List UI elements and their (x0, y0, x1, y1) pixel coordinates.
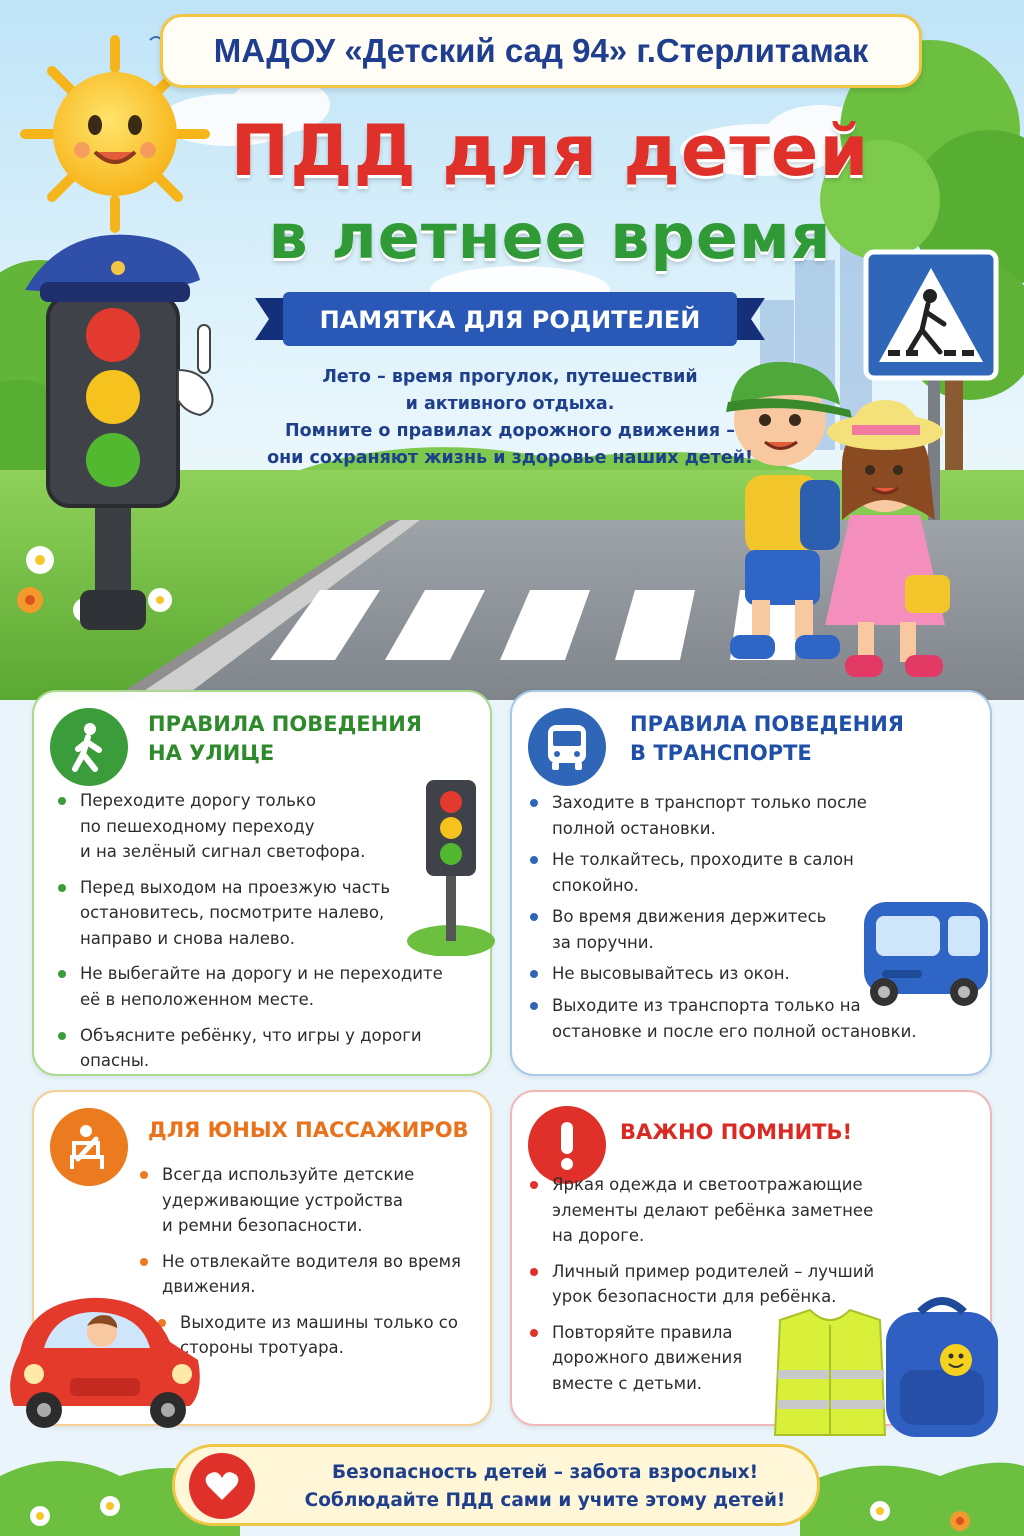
intro-line: и активного отдыха. (405, 394, 615, 415)
list-item: Всегда используйте детские удерживающие устройства и ремни безопасности. (136, 1162, 486, 1239)
card-transport-rules (510, 690, 992, 1076)
card-street-title: ПРАВИЛА ПОВЕДЕНИЯ НА УЛИЦЕ (148, 712, 422, 766)
subtitle-text: ПАМЯТКА ДЛЯ РОДИТЕЛЕЙ (319, 306, 701, 334)
list-item: Перед выходом на проезжую часть остановитесь, посмотрите налево, направо и снова налево. (54, 875, 474, 952)
vest-backpack-illustration (770, 1290, 1010, 1440)
intro-text (240, 364, 780, 473)
car-illustration (0, 1282, 206, 1432)
bus-illustration (858, 892, 992, 1014)
list-item: Не высовывайтесь из окон. (526, 961, 986, 987)
street-scene (0, 0, 1024, 700)
intro-line: Помните о правилах дорожного движения – (285, 421, 735, 442)
bus-icon (528, 708, 606, 786)
card-street-rules (32, 690, 492, 1076)
list-item: Объясните ребёнку, что игры у дороги опасны. (54, 1023, 474, 1074)
list-item: Не отвлекайте водителя во время движения. (136, 1249, 486, 1300)
list-item: Личный пример родителей – лучший урок безопасности для ребёнка. (526, 1259, 926, 1310)
pedestrian-icon (50, 708, 128, 786)
intro-line: они сохраняют жизнь и здоровье наших детей! (267, 448, 753, 469)
intro-line: Лето – время прогулок, путешествий (322, 367, 698, 387)
list-item: Выходите из транспорта только на остановке и после его полной остановки. (526, 993, 986, 1044)
header-banner (160, 14, 922, 88)
list-item: Выходите из машины только со стороны тротуара. (154, 1310, 486, 1361)
card-passengers-title: ДЛЯ ЮНЫХ ПАССАЖИРОВ (148, 1118, 469, 1142)
org-name: МАДОУ «Детский сад 94» г.Стерлитамак (213, 32, 869, 69)
page-title-line2: в летнее время (268, 200, 832, 273)
list-item: Не выбегайте на дорогу и не переходите её в неположенном месте. (54, 961, 474, 1012)
heart-icon (189, 1453, 255, 1519)
card-transport-title: ПРАВИЛА ПОВЕДЕНИЯ В ТРАНСПОРТЕ (630, 712, 904, 766)
list-item: Переходите дорогу только по пешеходному переходу и на зелёный сигнал светофора. (54, 788, 474, 865)
footer-banner (172, 1444, 820, 1526)
list-item: Во время движения держитесь за поручни. (526, 904, 986, 955)
list-item: Не толкайтесь, проходите в салон спокойно. (526, 847, 986, 898)
footer-text (285, 1459, 805, 1515)
card-important-title: ВАЖНО ПОМНИТЬ! (620, 1120, 853, 1144)
seatbelt-icon (50, 1108, 128, 1186)
footer-line1: Безопасность детей – забота взрослых! (331, 1462, 759, 1483)
subtitle-ribbon (255, 288, 765, 350)
page-title-line1: ПДД для детей (230, 110, 870, 192)
list-item: Заходите в транспорт только после полной остановки. (526, 790, 986, 841)
small-traffic-light-icon (406, 776, 496, 956)
list-item: Повторяйте правила дорожного движения вместе с детьми. (526, 1320, 926, 1397)
footer-line2: Соблюдайте ПДД сами и учите этому детей! (304, 1489, 786, 1511)
list-item: Яркая одежда и светоотражающие элементы делают ребёнка заметнее на дороге. (526, 1172, 926, 1249)
